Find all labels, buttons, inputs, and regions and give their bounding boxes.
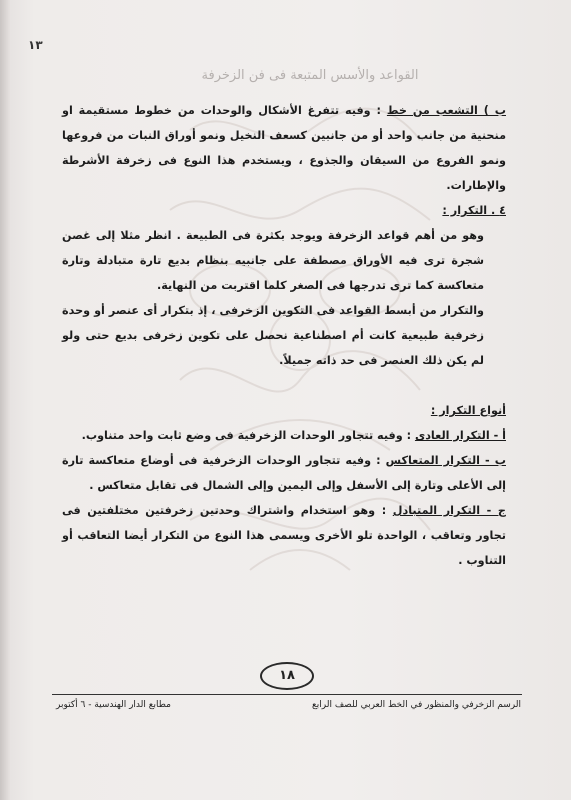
- section-4-paragraph-1: وهو من أهم قواعد الزخرفة ويوجد بكثرة فى الطبيعة . انظر مثلا إلى غصن شجرة ترى فيه الأوراق مصطفة على جانبيه بنظام بديع تارة متبادلة وتارة متعاكسة كما ترى تدرجها فى الصغر كلما اقتربت من النهاية.: [62, 229, 484, 292]
- footer-book-title: الرسم الزخرفي والمنظور في الخط العربي للصف الرابع: [312, 700, 521, 710]
- section-b-text: : وفيه تتفرغ الأشكال والوحدات من خطوط مستقيمة او منحنية من جانب واحد أو من جانبين كسعف النخيل ونمو أوراق النبات من فروعها ونمو الفروع من السيقان والجذوع ، ويستخدم هذا النوع فى زخرفة الأشرطة والإطارات.: [62, 104, 506, 192]
- section-4-heading: ٤ . التكرار :: [442, 204, 506, 217]
- type-item-b-text: : وفيه تتجاور الوحدات الزخرفية فى أوضاع متعاكسة تارة إلى الأعلى وتارة إلى الأسفل وإلى اليمين وإلى الشمال فى تقابل متعاكس .: [62, 454, 506, 492]
- binding-shadow: [0, 0, 10, 800]
- section-b-paragraph: [62, 98, 506, 198]
- corner-page-number: ١٣: [28, 38, 43, 52]
- footer-divider: [52, 694, 522, 695]
- type-item-a-label: أ - التكرار العادى: [414, 429, 506, 442]
- page-number: ١٨: [260, 662, 314, 690]
- type-item-c: [62, 498, 506, 573]
- section-b-label: ب ) التشعب من خط: [386, 104, 506, 117]
- body-text: [62, 98, 506, 573]
- footer-publisher: مطابع الدار الهندسية - ٦ أكتوبر: [56, 700, 171, 710]
- type-item-b: [62, 448, 506, 498]
- type-item-c-text: : وهو استخدام واشتراك وحدتين زخرفتين مختلفتين فى تجاور وتعاقب ، الواحدة تلو الأخرى ويسمى هذا النوع من التكرار أيضا التعاقب أو التناوب .: [62, 504, 506, 567]
- type-item-a: [62, 423, 506, 448]
- bleed-through-heading: القواعد والأسس المتبعة فى فن الزخرفة: [201, 68, 419, 83]
- type-item-c-label: ج - التكرار المتبادل: [392, 504, 506, 517]
- spacer: [62, 373, 506, 398]
- types-heading: أنواع التكرار :: [430, 404, 506, 417]
- type-item-a-text: : وفيه تتجاور الوحدات الزخرفية فى وضع ثابت واحد متناوب.: [81, 429, 415, 442]
- type-item-b-label: ب - التكرار المتعاكس: [385, 454, 506, 467]
- section-4-paragraph-2: والتكرار من أبسط القواعد فى التكوين الزخرفى ، إذ بتكرار أى عنصر أو وحدة زخرفية طبيعية كانت أم اصطناعية نحصل على تكوين زخرفى بديع حتى ولو لم يكن ذلك العنصر فى حد ذاته جميلاً.: [62, 304, 484, 367]
